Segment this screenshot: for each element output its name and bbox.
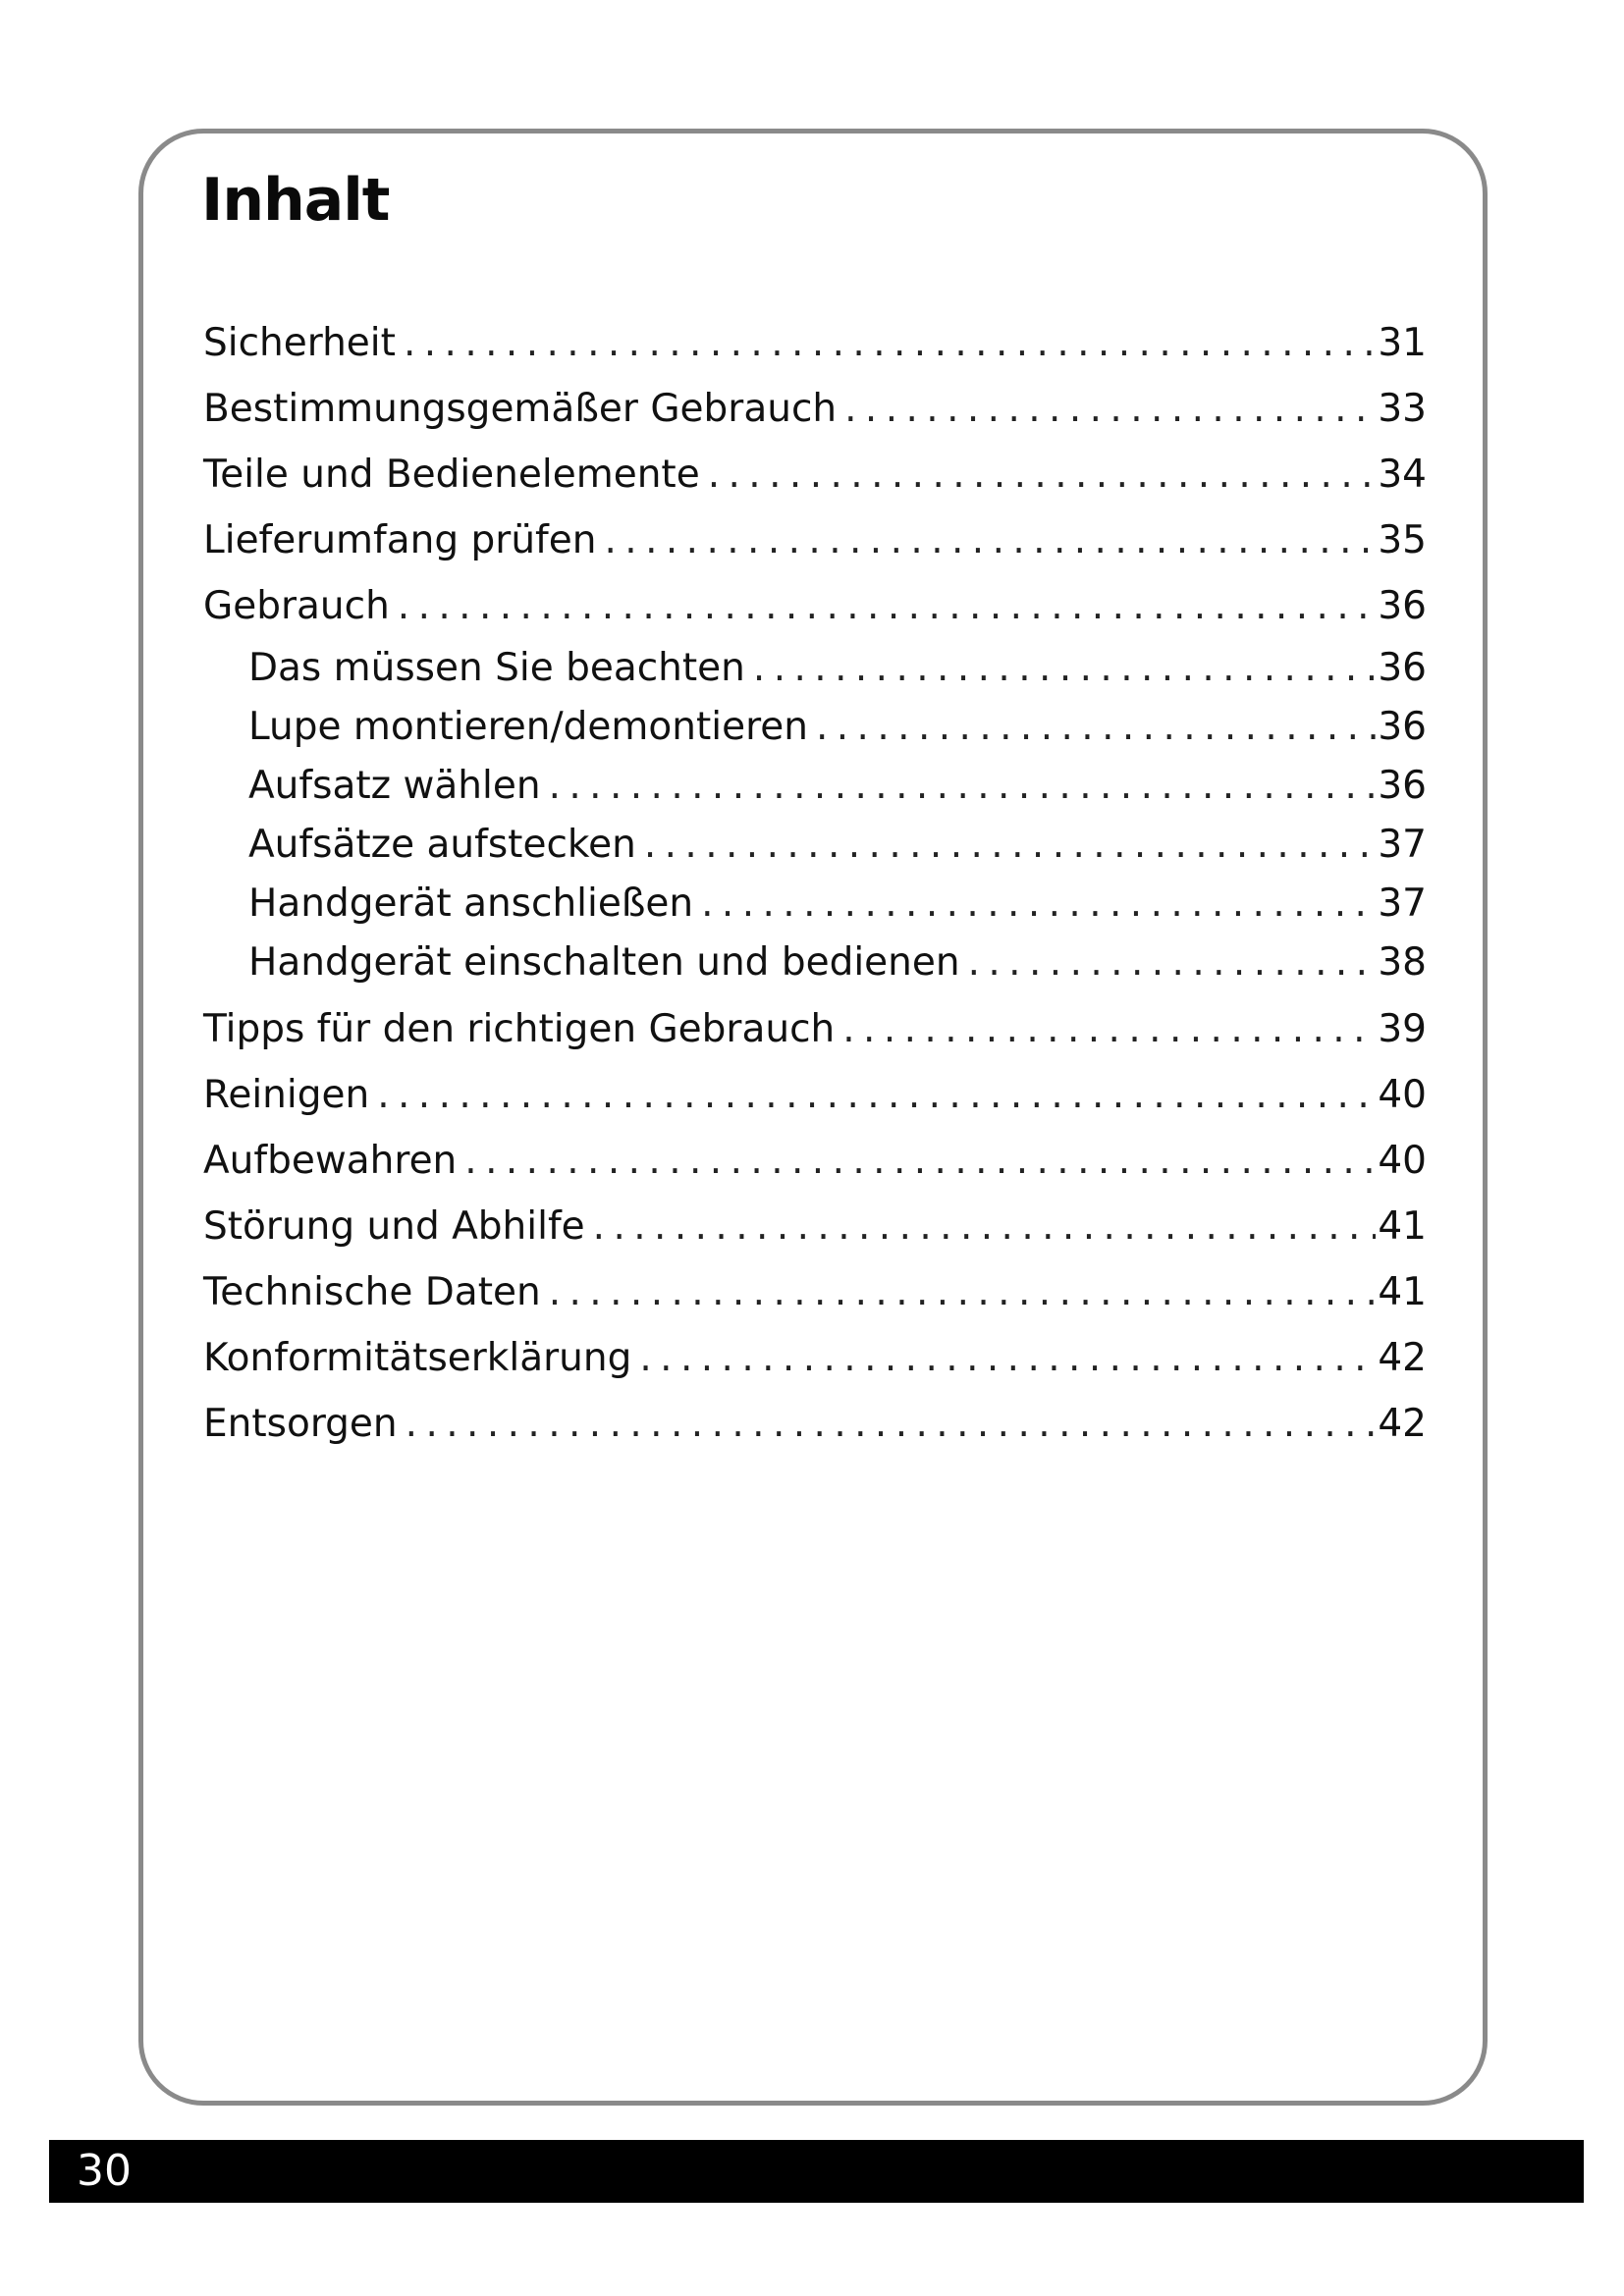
dot-leader <box>593 1194 1377 1259</box>
dot-leader <box>753 639 1376 698</box>
dot-leader <box>708 442 1377 507</box>
toc-entry-label: Das müssen Sie beachten <box>248 646 745 690</box>
toc-entry-label: Aufbewahren <box>203 1139 458 1183</box>
toc-entry[interactable] <box>203 1325 1427 1391</box>
dot-leader <box>549 1259 1377 1325</box>
toc-entry-label: Lieferumfang prüfen <box>203 518 597 562</box>
toc-entry-page: 37 <box>1378 881 1427 926</box>
toc-entry[interactable] <box>203 310 1427 376</box>
toc-entry[interactable] <box>203 996 1427 1062</box>
dot-leader <box>549 757 1377 816</box>
toc-entry-page: 36 <box>1378 705 1427 749</box>
toc-entry-label: Aufsatz wählen <box>248 764 541 808</box>
toc-entry-page: 42 <box>1378 1336 1427 1380</box>
dot-leader <box>398 573 1377 639</box>
toc-subentry[interactable] <box>203 698 1427 757</box>
toc-entry-page: 33 <box>1378 387 1427 431</box>
footer-bar <box>49 2140 1584 2203</box>
toc-entry[interactable] <box>203 1128 1427 1194</box>
toc-entry-label: Aufsätze aufstecken <box>248 823 636 867</box>
toc-entry-label: Technische Daten <box>203 1270 541 1314</box>
toc-entry[interactable] <box>203 1259 1427 1325</box>
toc-entry-page: 39 <box>1378 1007 1427 1051</box>
toc-subentry[interactable] <box>203 875 1427 934</box>
toc-entry[interactable] <box>203 376 1427 442</box>
toc-subentry[interactable] <box>203 757 1427 816</box>
toc-entry-page: 40 <box>1378 1073 1427 1117</box>
toc-entry[interactable] <box>203 507 1427 573</box>
toc-entry-label: Bestimmungsgemäßer Gebrauch <box>203 387 838 431</box>
toc-entry-page: 41 <box>1378 1270 1427 1314</box>
page-title: Inhalt <box>201 166 390 235</box>
toc-entry-label: Teile und Bedienelemente <box>203 453 700 497</box>
toc-entry-label: Reinigen <box>203 1073 370 1117</box>
toc-subentry[interactable] <box>203 816 1427 875</box>
toc-entry-page: 34 <box>1378 453 1427 497</box>
dot-leader <box>644 816 1377 875</box>
toc-entry[interactable] <box>203 573 1427 639</box>
dot-leader <box>406 1391 1377 1457</box>
toc-entry-page: 40 <box>1378 1139 1427 1183</box>
toc-entry-page: 31 <box>1378 321 1427 365</box>
toc-entry-label: Handgerät anschließen <box>248 881 694 926</box>
toc-entry-label: Handgerät einschalten und bedienen <box>248 940 960 985</box>
dot-leader <box>842 996 1376 1062</box>
dot-leader <box>844 376 1376 442</box>
dot-leader <box>968 934 1377 992</box>
toc-entry-page: 41 <box>1378 1204 1427 1249</box>
toc-entry-page: 36 <box>1378 584 1427 628</box>
dot-leader <box>404 310 1376 376</box>
toc-entry-page: 38 <box>1378 940 1427 985</box>
toc-entry[interactable] <box>203 1391 1427 1457</box>
toc-entry-label: Störung und Abhilfe <box>203 1204 585 1249</box>
dot-leader <box>377 1062 1376 1128</box>
dot-leader <box>701 875 1376 934</box>
toc-entry-label: Sicherheit <box>203 321 396 365</box>
toc-entry-label: Konformitätserklärung <box>203 1336 632 1380</box>
toc-entry[interactable] <box>203 1194 1427 1259</box>
toc-entry-label: Gebrauch <box>203 584 390 628</box>
toc-entry-label: Entsorgen <box>203 1402 398 1446</box>
toc-entry-label: Lupe montieren/demontieren <box>248 705 808 749</box>
toc-entry-page: 36 <box>1378 646 1427 690</box>
toc-entry-page: 42 <box>1378 1402 1427 1446</box>
toc-entry-page: 37 <box>1378 823 1427 867</box>
toc-entry[interactable] <box>203 1062 1427 1128</box>
toc-entry-page: 35 <box>1378 518 1427 562</box>
toc-entry-label: Tipps für den richtigen Gebrauch <box>203 1007 836 1051</box>
toc-subentry[interactable] <box>203 934 1427 992</box>
toc-entry[interactable] <box>203 442 1427 507</box>
dot-leader <box>604 507 1376 573</box>
dot-leader <box>639 1325 1376 1391</box>
dot-leader <box>816 698 1376 757</box>
table-of-contents <box>203 310 1427 1457</box>
toc-subentry[interactable] <box>203 639 1427 698</box>
page-number: 30 <box>77 2146 132 2196</box>
dot-leader <box>464 1128 1376 1194</box>
toc-entry-page: 36 <box>1378 764 1427 808</box>
